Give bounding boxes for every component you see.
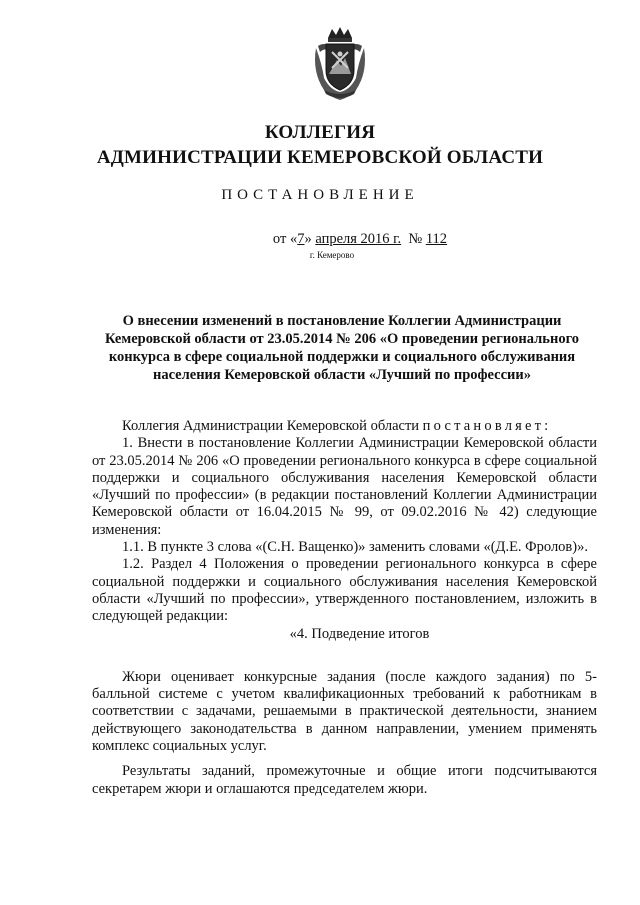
date-prefix: от « (272, 231, 298, 247)
org-title-line1: КОЛЛЕГИЯ (264, 122, 376, 143)
item-1: 1. Внести в постановление Коллегии Администрации Кемеровской области от 23.05.2014 № 206 «О проведении регионального конкурса в сфере социальной поддержки и социального обслуживания населения Кемеровской области «Лучший по профессии» (в редакции постановлений Коллегии Администрации Кемеровской области от 16.04.2015 № 99, от 09.02.2016 № 42) следующие изменения: (92, 435, 597, 538)
date-month-year: апреля 2016 г. (315, 231, 402, 247)
paragraph-results: Результаты заданий, промежуточные и общие итоги подсчитываются секретарем жюри и оглашаются председателем жюри. (92, 763, 597, 797)
intro-paragraph (92, 418, 597, 435)
document-body (92, 418, 597, 798)
paragraph-jury-evaluation: Жюри оценивает конкурсные задания (после каждого задания) по 5-балльной системе с учетом квалификационных требований к работникам в соответствии с задачами, решаемыми в практической деятельности, знанием действующего законодательства в данном направлении, умением применять комплекс социальных услуг. (92, 668, 597, 755)
intro-decree-word: постановляет: (422, 418, 552, 434)
subject-line3: конкурса в сфере социальной поддержки и социального обслуживания (108, 349, 576, 365)
org-title-line2: АДМИНИСТРАЦИИ КЕМЕРОВСКОЙ ОБЛАСТИ (96, 147, 544, 168)
date-number-line (40, 231, 640, 248)
section-title: «4. Подведение итогов (289, 625, 430, 642)
document-type: ПОСТАНОВЛЕНИЕ (221, 187, 419, 203)
item-1-1: 1.1. В пункте 3 слова «(С.Н. Ващенко)» заменить словами «(Д.Е. Фролов)». (122, 539, 588, 556)
date-close: » (304, 231, 312, 247)
city: г. Кемерово (309, 250, 355, 260)
subject-line4: населения Кемеровской области «Лучший по профессии» (152, 367, 532, 383)
item-1-2: 1.2. Раздел 4 Положения о проведении регионального конкурса в сфере социальной поддержки и социального обслуживания населения Кемеровской области «Лучший по профессии», утвержденного постановлением, изложить в следующей редакции: (92, 556, 597, 625)
subject-line1: О внесении изменений в постановление Коллегии Администрации (122, 313, 562, 329)
date-day: 7 (297, 231, 305, 247)
document-number: 112 (425, 231, 448, 247)
subject-line2: Кемеровской области от 23.05.2014 № 206 «О проведении регионального (104, 331, 580, 347)
coat-of-arms-icon (310, 24, 370, 102)
number-sign: № (408, 231, 423, 247)
intro-text: Коллегия Администрации Кемеровской области (122, 418, 423, 434)
document-subject (92, 312, 592, 384)
